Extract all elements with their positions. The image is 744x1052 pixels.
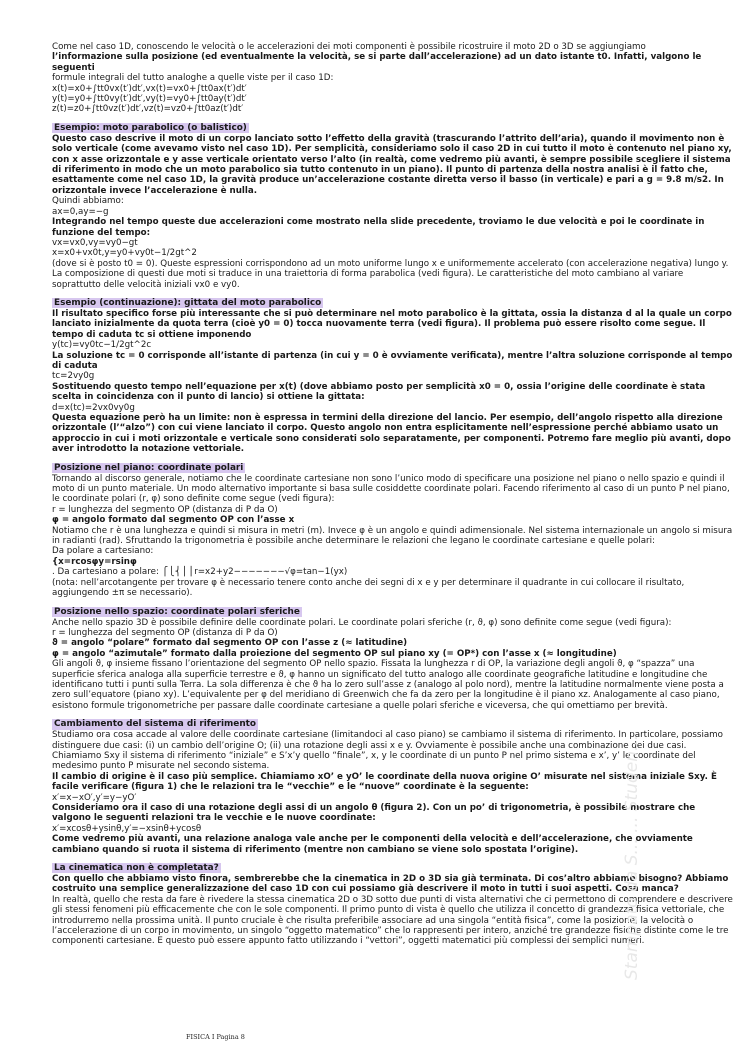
section-heading: Esempio: moto parabolico (o balistico) — [54, 122, 247, 133]
paragraph: φ = angolo “azimutale” formato dalla proiezione del segmento OP sul piano xy (= OP*) con l’asse x (≈ longitudine) — [52, 648, 617, 659]
paragraph: Tornando al discorso generale, notiamo che le coordinate cartesiane non sono l’unico modo di specificare una posizione nel piano o nello spazio e quindi il moto di un punto materiale. Un modo alternativo importante si basa sulle cosiddette coordinate polari. Facendo riferimento al caso di un punto P nel piano, le coordinate polari (r, φ) sono definite come segue (vedi figura): — [52, 473, 730, 505]
paragraph: Integrando nel tempo queste due accelerazioni come mostrato nella slide precedente, troviamo le due velocità e poi le coordinate in funzione del tempo: — [52, 217, 705, 238]
paragraph: ϑ = angolo “polare” formato dal segmento OP con l’asse z (≈ latitudine) — [52, 638, 408, 649]
paragraph: Il cambio di origine è il caso più semplice. Chiamiamo xO’ e yO’ le coordinate della nuova origine O’ misurate nel sistema iniziale Sxy. È facile verificare (figura 1) che le relazioni tra le “vecchie” e le “nuove” coordinate è la seguente: — [52, 771, 717, 793]
section-heading-row — [52, 290, 734, 309]
paragraph: Come vedremo più avanti, una relazione analoga vale anche per le componenti della velocità e dell’accelerazione, che ovviamente cambiano quando si ruota il sistema di riferimento (mentre non cambiano se viene solo spostata l’origine). — [52, 834, 693, 855]
paragraph: Questo caso descrive il moto di un corpo lanciato sotto l’effetto della gravità (trascurando l’attrito dell’aria), quando il movimento non è solo verticale (come avevamo visto nel caso 1D). Per semplicità, consideriamo solo il caso 2D in cui tutto il moto è contenuto nel piano xy, con x asse orizzontale e y asse verticale orientato verso l’alto (in realtà, come vedremo più avanti, è sempre possibile scegliere il sistema di riferimento in modo che un moto parabolico sia tutto contenuto in un piano). Il punto di partenza della nostra analisi è il fatto che, esattamente come nel caso 1D, la gravità produce un’accelerazione costante diretta verso il basso (in verticale) e pari a g = 9.8 m/s2. In orizzontale invece l’accelerazione è nulla. — [52, 133, 732, 196]
section-heading: Esempio (continuazione): gittata del moto parabolico — [54, 297, 322, 308]
paragraph: Studiamo ora cosa accade al valore delle coordinate cartesiane (limitandoci al caso piano) se cambiamo il sistema di riferimento. In particolare, possiamo distinguere due casi: (i) un cambio dell’origine O; (ii) una rotazione degli assi x e y. Ovviamente è possibile anche una combinazione dei due casi. Chiamiamo Sxy il sistema di riferimento “iniziale” e S’x’y quello “finale”, x, y le coordinate di un punto P nel primo sistema e x’, y’ le coordinate del medesimo punto P misurate nel secondo sistema. — [52, 730, 723, 772]
section-heading: Posizione nel piano: coordinate polari — [54, 462, 244, 473]
formula-line: vx=vx0,vy=vy0−gt — [52, 237, 138, 248]
formula-line: d=x(tc)=2vx0vy0g — [52, 402, 135, 413]
paragraph: l’informazione sulla posizione (ed eventualmente la velocità, se si parte dall’accelerazione) ad un dato istante t0. Infatti, valgono le seguenti — [52, 52, 702, 73]
paragraph: r = lunghezza del segmento OP (distanza di P da O) — [52, 627, 278, 638]
formula-line: x(t)=x0+∫tt0vx(t′)dt′,vx(t)=vx0+∫tt0ax(t′)dt′ — [52, 83, 247, 94]
paragraph: Il risultato specifico forse più interessante che si può determinare nel moto parabolico è la gittata, ossia la distanza d al la quale un corpo lanciato inizialmente da quota terra (cioè y0 = 0) tocca nuovamente terra (vedi figura). Il problema può essere risolto come segue. Il tempo di caduta tc si ottiene imponendo — [52, 308, 732, 340]
paragraph: Anche nello spazio 3D è possibile definire delle coordinate polari. Le coordinate polari sferiche (r, ϑ, φ) sono definite come segue (vedi figura): — [52, 617, 672, 628]
paragraph: Gli angoli ϑ, φ insieme fissano l’orientazione del segmento OP nello spazio. Fissata la lunghezza r di OP, la variazione degli angoli ϑ, φ “spazza” una superficie sferica analoga alla superficie terrestre e ϑ, φ hanno un significato del tutto analogo alle coordinate geografiche latitudine e longitudine che identificano tutti i punti sulla Terra. La sola differenza è che ϑ ha lo zero sull’asse z (analogo al polo nord), mentre la latitudine normalmente viene posta a zero sull’equatore (piano xy). L’equivalente per φ del meridiano di Greenwich che fa da zero per la longitudine è il piano xz. Analogamente al caso piano, esistono formule trigonometriche per passare dalle coordinate cartesiane a quelle polari sferiche e viceversa, che qui omettiamo per brevità. — [52, 659, 724, 711]
paragraph: Come nel caso 1D, conoscendo le velocità o le accelerazioni dei moti componenti è possibile ricostruire il moto 2D o 3D se aggiungiamo — [52, 42, 646, 52]
formula-line: x=x0+vx0t,y=y0+vy0t−1/2gt^2 — [52, 248, 197, 259]
section-heading: Cambiamento del sistema di riferimento — [54, 719, 256, 730]
paragraph: Quindi abbiamo: — [52, 196, 124, 207]
paragraph: φ = angolo formato dal segmento OP con l’asse x — [52, 515, 295, 526]
paragraph: formule integrali del tutto analoghe a quelle viste per il caso 1D: — [52, 73, 334, 84]
formula-line: x′=x−xO′,y′=y−yO′ — [52, 792, 137, 803]
paragraph: Consideriamo ora il caso di una rotazione degli assi di un angolo θ (figura 2). Con un po’ di trigonometria, è possibile mostrare che valgono le seguenti relazioni tra le vecchie e le nuove coordinate: — [52, 803, 696, 824]
paragraph: La soluzione tc = 0 corrisponde all’istante di partenza (in cui y = 0 è ovviamente verificata), mentre l’altra soluzione corrisponde al tempo di caduta — [52, 350, 733, 371]
page-footer: FISICA I Pagina 8 — [186, 1033, 245, 1041]
watermark: Stampato da S... ... Studen... — [622, 734, 642, 980]
section-heading-row — [52, 455, 734, 474]
formula-line: tc=2vy0g — [52, 371, 95, 382]
formula-line: y(t)=y0+∫tt0vy(t′)dt′,vy(t)=vy0+∫tt0ay(t′)dt′ — [52, 94, 247, 105]
section-heading-row — [52, 115, 734, 134]
section-heading: La cinematica non è completata? — [54, 863, 219, 874]
formula-line: y(tc)=vy0tc−1/2gt^2c — [52, 340, 152, 351]
paragraph: Notiamo che r è una lunghezza e quindi si misura in metri (m). Invece φ è un angolo e quindi adimensionale. Nel sistema internazionale un angolo si misura in radianti (rad). Sfruttando la trigonometria è possibile anche determinare le relazioni che legano le coordinate cartesiane e quelle polari: — [52, 525, 733, 547]
formula-line: x′=xcosθ+ysinθ,y′=−xsinθ+ycosθ — [52, 823, 202, 834]
paragraph: r = lunghezza del segmento OP (distanza di P da O) — [52, 504, 278, 515]
formula-line: z(t)=z0+∫tt0vz(t′)dt′,vz(t)=vz0+∫tt0az(t′)dt′ — [52, 104, 244, 115]
formula-line: {x=rcosφy=rsinφ — [52, 556, 137, 567]
formula-line: ax=0,ay=−g — [52, 206, 109, 217]
paragraph: Sostituendo questo tempo nell’equazione per x(t) (dove abbiamo posto per semplicità x0 = 0, ossia l’origine delle coordinate è stata scelta in coincidenza con il punto di lancio) si ottiene la gittata: — [52, 381, 706, 403]
formula-line: . Da cartesiano a polare: ⎧⎩⎨⎪⎪r=x2+y2−−−−−−−√φ=tan−1(yx) — [52, 567, 348, 578]
paragraph: Con quello che abbiamo visto finora, sembrerebbe che la cinematica in 2D o 3D sia già terminata. Di cos’altro abbiamo bisogno? Abbiamo costruito una semplice generalizzazione del caso 1D con cui possiamo già descrivere il moto in tutti i suoi aspetti. Cosa manca? — [52, 874, 729, 895]
paragraph: Questa equazione però ha un limite: non è espressa in termini della direzione del lancio. Per esempio, dell’angolo rispetto alla direzione orizzontale (l’“alzo”) con cui viene lanciato il corpo. Questo angolo non entra esplicitamente nell’espressione perché abbiamo usato un approccio in cui i moti orizzontale e verticale sono considerati solo separatamente, per componenti. Potremo fare meglio più avanti, dopo aver introdotto la notazione vettoriale. — [52, 413, 731, 455]
paragraph: (dove si è posto t0 = 0). Queste espressioni corrispondono ad un moto uniforme lungo x e uniformemente accelerato (con accelerazione negativa) lungo y. La composizione di questi due moti si traduce in una traiettoria di forma parabolica (vedi figura). Le caratteristiche del moto cambiano al variare soprattutto delle velocità iniziali vx0 e vy0. — [52, 258, 729, 290]
paragraph: In realtà, quello che resta da fare è rivedere la stessa cinematica 2D o 3D sotto due punti di vista alternativi che ci permettono di comprendere e descrivere gli stessi fenomeni più efficacemente che con le sole componenti. Il primo punto di vista è quello che utilizza il concetto di grandezza fisica vettoriale, che introdurremo nella prossima unità. Il punto cruciale è che risulta preferibile associare ad una singola “entità fisica”, come la posizione, la velocità o l’accelerazione di un corpo in movimento, un singolo “oggetto matematico” che lo rappresenti per intero, anziché tre grandezze fisiche distinte come le tre componenti cartesiane. E questo può essere appunto fatto utilizzando i “vettori”, oggetti matematici più complessi dei semplici numeri. — [52, 894, 733, 947]
section-heading: Posizione nello spazio: coordinate polari sferiche — [54, 606, 300, 617]
paragraph: (nota: nell’arcotangente per trovare φ è necessario tenere conto anche dei segni di x e y per determinare il quadrante in cui collocare il risultato, aggiungendo ±π se necessario). — [52, 577, 685, 599]
paragraph: Da polare a cartesiano: — [52, 546, 154, 557]
